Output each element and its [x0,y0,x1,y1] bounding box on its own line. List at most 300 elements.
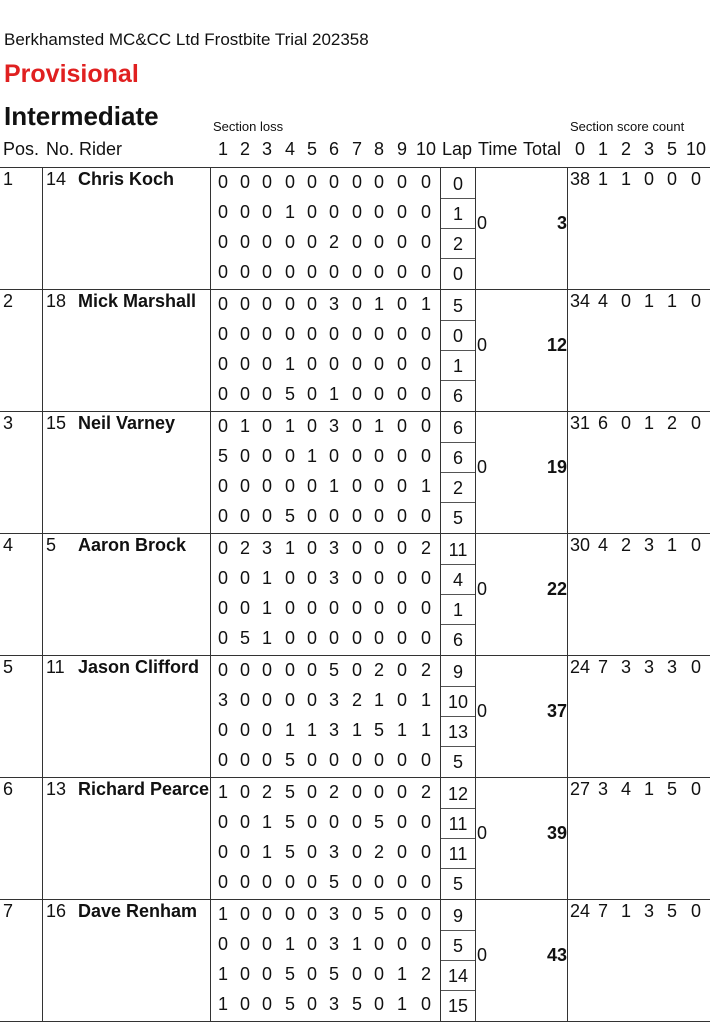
section-count-label: Section score count [570,119,685,134]
section-score: 0 [239,476,250,496]
rider-name: Dave Renham [78,901,198,921]
section-score: 0 [239,598,250,618]
section-score: 0 [284,904,295,924]
section-score: 0 [306,202,317,222]
section-score: 0 [328,354,339,374]
rider-total: 22 [546,579,567,599]
section-score: 0 [306,690,317,710]
section-score: 2 [420,538,431,558]
section-score: 0 [328,202,339,222]
section-score: 0 [306,568,317,588]
rider-total: 43 [546,945,567,965]
section-score: 2 [351,690,362,710]
section-score: 1 [351,720,362,740]
section-score: 0 [306,872,317,892]
section-score: 0 [351,294,362,314]
section-score: 0 [351,354,362,374]
score-count: 3 [666,657,677,677]
score-count: 0 [666,169,677,189]
section-score: 0 [420,842,431,862]
section-score: 2 [420,782,431,802]
section-score: 0 [261,262,272,282]
section-score: 1 [306,720,317,740]
section-score: 1 [373,690,384,710]
table-row [0,655,710,777]
section-score: 0 [420,202,431,222]
section-score: 0 [306,262,317,282]
section-score: 0 [261,232,272,252]
section-score: 0 [396,262,407,282]
score-count: 0 [620,291,631,311]
section-score: 0 [373,476,384,496]
score-count: 2 [620,535,631,555]
section-score: 0 [306,964,317,984]
section-score: 1 [261,628,272,648]
lap-total: 4 [441,565,475,595]
section-score: 0 [306,994,317,1014]
section-score: 0 [217,934,228,954]
score-count: 1 [620,169,631,189]
section-score: 0 [396,324,407,344]
column-divider [42,411,43,533]
row-divider [0,167,710,168]
column-divider [475,289,476,411]
section-score: 0 [373,202,384,222]
section-score: 1 [239,416,250,436]
header-count-10: 10 [685,139,707,159]
section-score: 0 [351,446,362,466]
section-score: 0 [306,628,317,648]
section-score: 0 [351,904,362,924]
lap-total: 11 [441,839,475,869]
header-section-6: 6 [328,139,339,159]
section-score: 1 [373,294,384,314]
section-score: 0 [284,262,295,282]
section-score: 0 [373,232,384,252]
header-section-1: 1 [217,139,228,159]
column-divider [210,899,211,1021]
header-section-10: 10 [415,139,437,159]
lap-total: 9 [441,657,475,687]
section-score: 0 [351,598,362,618]
section-score: 0 [420,354,431,374]
section-score: 0 [284,872,295,892]
section-score: 0 [217,384,228,404]
section-score: 0 [284,446,295,466]
section-score: 0 [396,446,407,466]
score-count: 3 [620,657,631,677]
row-divider [0,777,710,778]
section-score: 1 [373,416,384,436]
section-score: 0 [239,964,250,984]
lap-total: 6 [441,443,475,473]
section-score: 0 [373,750,384,770]
section-score: 0 [217,660,228,680]
table-row [0,167,710,289]
section-score: 0 [306,384,317,404]
section-score: 0 [396,750,407,770]
section-score: 0 [373,628,384,648]
score-count: 3 [643,535,654,555]
section-score: 0 [217,476,228,496]
score-count: 7 [597,901,608,921]
section-score: 0 [396,660,407,680]
section-score: 0 [239,842,250,862]
section-score: 0 [351,812,362,832]
section-score: 0 [261,964,272,984]
column-divider [42,167,43,289]
section-score: 0 [306,904,317,924]
column-divider [440,777,441,899]
section-score: 0 [261,750,272,770]
section-score: 0 [284,568,295,588]
score-count: 0 [690,779,701,799]
section-score: 0 [420,904,431,924]
section-score: 0 [351,964,362,984]
section-score: 5 [328,872,339,892]
section-score: 0 [351,568,362,588]
section-score: 0 [261,872,272,892]
section-score: 0 [284,172,295,192]
section-score: 0 [306,354,317,374]
section-score: 0 [373,538,384,558]
score-count: 0 [690,291,701,311]
section-score: 0 [306,812,317,832]
section-score: 0 [396,568,407,588]
lap-total: 0 [441,169,475,199]
lap-total: 15 [447,996,469,1016]
score-count: 4 [597,291,608,311]
section-score: 0 [239,994,250,1014]
rider-total: 12 [546,335,567,355]
section-score: 0 [239,690,250,710]
section-score: 0 [284,660,295,680]
section-score: 0 [351,416,362,436]
section-score: 1 [396,964,407,984]
section-score: 0 [239,262,250,282]
section-score: 0 [373,782,384,802]
section-score: 0 [351,324,362,344]
section-score: 5 [284,994,295,1014]
lap-total: 13 [441,717,475,747]
lap-total: 6 [452,630,463,650]
section-score: 0 [351,506,362,526]
section-score: 0 [217,720,228,740]
section-score: 5 [373,720,384,740]
lap-total: 6 [452,386,463,406]
section-score: 0 [396,690,407,710]
section-score: 0 [328,172,339,192]
section-score: 0 [239,172,250,192]
section-score: 0 [239,660,250,680]
section-score: 3 [328,294,339,314]
header-count-1: 1 [597,139,608,159]
column-divider [475,167,476,289]
column-divider [210,655,211,777]
score-count: 2 [666,413,677,433]
section-score: 0 [261,416,272,436]
section-score: 0 [328,262,339,282]
section-score: 3 [328,690,339,710]
section-score: 0 [396,628,407,648]
header-section-9: 9 [396,139,407,159]
section-score: 0 [239,872,250,892]
score-count: 1 [643,291,654,311]
section-score: 0 [396,506,407,526]
score-count: 5 [666,901,677,921]
section-score: 1 [217,904,228,924]
column-divider [42,655,43,777]
column-divider [567,777,568,899]
score-count: 30 [569,535,591,555]
section-score: 0 [239,294,250,314]
section-score: 1 [217,782,228,802]
score-count: 0 [690,901,701,921]
column-divider [42,289,43,411]
lap-total: 1 [441,351,475,381]
section-score: 0 [239,904,250,924]
section-score: 0 [239,934,250,954]
section-score: 0 [373,262,384,282]
rider-position: 5 [3,657,14,677]
section-score: 0 [396,538,407,558]
section-score: 0 [396,598,407,618]
lap-total: 5 [441,931,475,961]
rider-name: Aaron Brock [78,535,187,555]
section-score: 0 [420,262,431,282]
section-score: 1 [261,598,272,618]
section-score: 3 [217,690,228,710]
lap-total: 1 [441,595,475,625]
score-count: 0 [690,169,701,189]
section-score: 1 [284,720,295,740]
table-row [0,289,710,411]
header-pos: Pos. [3,139,40,159]
section-score: 0 [284,476,295,496]
section-score: 0 [284,598,295,618]
section-score: 0 [261,202,272,222]
score-count: 1 [643,779,654,799]
section-score: 0 [239,720,250,740]
section-score: 0 [261,354,272,374]
lap-total: 5 [441,291,475,321]
score-count: 0 [690,413,701,433]
score-count: 1 [643,413,654,433]
rider-name: Mick Marshall [78,291,197,311]
header-section-8: 8 [373,139,384,159]
section-score: 0 [420,506,431,526]
section-score: 0 [217,202,228,222]
section-score: 0 [396,782,407,802]
lap-total: 5 [452,874,463,894]
section-score: 0 [420,416,431,436]
score-count: 24 [569,657,591,677]
score-count: 3 [597,779,608,799]
column-divider [440,411,441,533]
section-score: 0 [373,964,384,984]
status-label: Provisional [4,60,139,88]
section-score: 0 [351,842,362,862]
header-lap: Lap [442,139,473,159]
section-score: 2 [239,538,250,558]
section-score: 0 [351,262,362,282]
section-score: 2 [328,232,339,252]
section-score: 0 [261,934,272,954]
score-count: 4 [620,779,631,799]
lap-total: 5 [452,752,463,772]
section-score: 0 [396,812,407,832]
section-score: 0 [396,354,407,374]
section-score: 0 [328,446,339,466]
row-divider [0,533,710,534]
column-divider [42,533,43,655]
section-score: 0 [306,934,317,954]
header-rider: Rider [79,139,123,159]
section-score: 1 [351,934,362,954]
section-score: 0 [328,506,339,526]
lap-total: 1 [441,199,475,229]
section-score: 0 [239,324,250,344]
rider-number: 14 [46,169,67,189]
rider-name: Chris Koch [78,169,175,189]
header-count-5: 5 [666,139,677,159]
header-section-7: 7 [351,139,362,159]
column-divider [567,533,568,655]
section-score: 0 [217,842,228,862]
section-score: 5 [217,446,228,466]
score-count: 0 [643,169,654,189]
rider-time: 0 [477,213,488,233]
section-score: 2 [328,782,339,802]
rider-position: 6 [3,779,14,799]
section-score: 1 [306,446,317,466]
score-count: 31 [569,413,591,433]
section-score: 0 [306,660,317,680]
section-score: 0 [306,750,317,770]
section-score: 3 [328,994,339,1014]
score-count: 4 [597,535,608,555]
section-score: 2 [420,964,431,984]
section-score: 0 [328,598,339,618]
section-score: 0 [306,598,317,618]
score-count: 6 [597,413,608,433]
lap-total: 6 [441,413,475,443]
column-divider [440,899,441,1021]
section-score: 5 [284,842,295,862]
section-score: 0 [306,506,317,526]
section-score: 0 [217,750,228,770]
header-time: Time [478,139,518,159]
table-row [0,533,710,655]
header-count-3: 3 [643,139,654,159]
row-divider [0,899,710,900]
rider-time: 0 [477,701,488,721]
rider-position: 3 [3,413,14,433]
section-score: 0 [373,934,384,954]
section-score: 0 [284,294,295,314]
section-score: 0 [396,384,407,404]
column-divider [42,899,43,1021]
section-score: 5 [284,964,295,984]
section-score: 0 [239,384,250,404]
section-score: 0 [373,872,384,892]
section-score: 0 [239,446,250,466]
column-divider [567,411,568,533]
section-score: 0 [420,568,431,588]
section-score: 0 [261,660,272,680]
column-divider [210,777,211,899]
section-score: 5 [284,506,295,526]
table-row [0,899,710,1021]
section-score: 1 [396,720,407,740]
section-score: 0 [373,354,384,374]
section-score: 0 [420,628,431,648]
section-score: 0 [396,934,407,954]
score-count: 34 [569,291,591,311]
section-score: 0 [351,660,362,680]
lap-total: 5 [452,508,463,528]
section-score: 0 [420,232,431,252]
column-divider [42,777,43,899]
lap-total: 14 [441,961,475,991]
section-score: 0 [217,506,228,526]
section-score: 2 [261,782,272,802]
header-count-0: 0 [574,139,585,159]
column-divider [567,289,568,411]
section-score: 0 [351,750,362,770]
section-score: 0 [239,354,250,374]
section-score: 0 [351,172,362,192]
section-score: 2 [373,842,384,862]
section-score: 0 [306,416,317,436]
section-score: 0 [239,232,250,252]
row-divider [0,289,710,290]
section-score: 5 [328,660,339,680]
section-score: 0 [328,628,339,648]
section-score: 1 [284,416,295,436]
section-score: 0 [328,750,339,770]
score-count: 5 [666,779,677,799]
section-score: 3 [328,720,339,740]
section-score: 1 [261,568,272,588]
section-score: 0 [396,416,407,436]
table-row [0,411,710,533]
class-name: Intermediate [4,101,159,131]
column-divider [440,655,441,777]
section-score: 0 [239,750,250,770]
rider-number: 5 [46,535,57,555]
section-score: 0 [351,232,362,252]
section-score: 0 [420,598,431,618]
section-score: 0 [420,384,431,404]
column-divider [440,533,441,655]
column-divider [567,167,568,289]
section-score: 1 [420,690,431,710]
rider-time: 0 [477,579,488,599]
section-score: 0 [217,324,228,344]
section-score: 0 [261,294,272,314]
section-score: 0 [306,538,317,558]
section-score: 0 [306,842,317,862]
column-divider [210,289,211,411]
section-score: 0 [306,476,317,496]
section-score: 0 [396,172,407,192]
score-count: 1 [597,169,608,189]
rider-total: 3 [556,213,567,233]
column-divider [567,899,568,1021]
section-score: 1 [396,994,407,1014]
rider-time: 0 [477,823,488,843]
